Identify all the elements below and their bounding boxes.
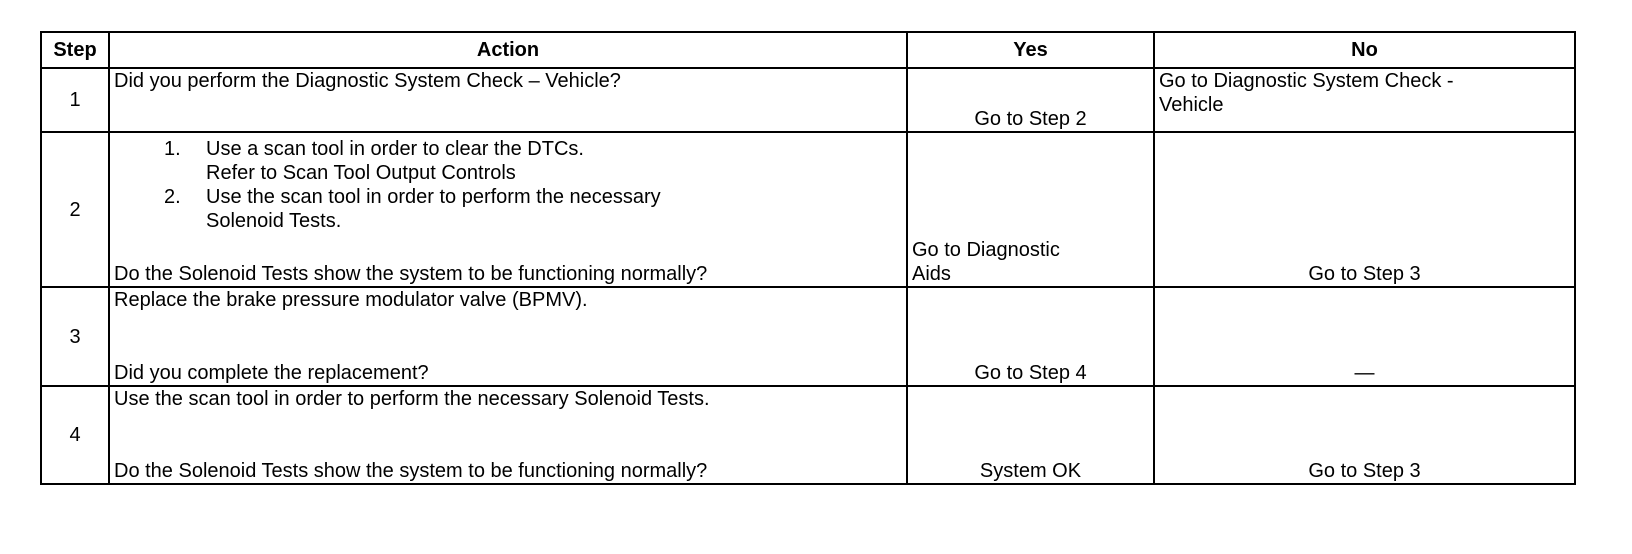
no-result: Go to Step 3 xyxy=(1308,263,1421,285)
no-cell xyxy=(1154,132,1575,287)
header-no: No xyxy=(1154,32,1575,68)
yes-cell xyxy=(907,386,1154,484)
action-cell xyxy=(109,132,907,287)
yes-cell xyxy=(907,132,1154,287)
yes-result-line: Aids xyxy=(912,263,951,285)
table-row-step-3 xyxy=(41,287,1575,386)
substep-item xyxy=(164,185,902,233)
no-cell xyxy=(1154,287,1575,386)
diagnostic-table xyxy=(40,31,1576,485)
substep-text: Use a scan tool in order to clear the DTCs. xyxy=(206,138,584,160)
substep-list xyxy=(114,137,902,233)
header-step: Step xyxy=(41,32,109,68)
action-instruction: Use the scan tool in order to perform the necessary Solenoid Tests. xyxy=(114,388,710,410)
step-number: 1 xyxy=(41,68,109,132)
yes-cell xyxy=(907,68,1154,132)
no-cell xyxy=(1154,386,1575,484)
substep-text: Solenoid Tests. xyxy=(206,210,342,232)
yes-cell xyxy=(907,287,1154,386)
header-yes: Yes xyxy=(907,32,1154,68)
substep-text: Refer to Scan Tool Output Controls xyxy=(206,162,516,184)
action-question: Do the Solenoid Tests show the system to be functioning normally? xyxy=(114,460,708,482)
action-question: Did you complete the replacement? xyxy=(114,362,429,384)
action-cell xyxy=(109,68,907,132)
action-instruction: Replace the brake pressure modulator valve (BPMV). xyxy=(114,289,588,311)
table-row-step-2 xyxy=(41,132,1575,287)
action-cell xyxy=(109,287,907,386)
substep-text: Use the scan tool in order to perform the necessary xyxy=(206,186,661,208)
no-result: — xyxy=(1354,362,1375,384)
yes-result: Go to Step 2 xyxy=(974,108,1087,130)
substep-item xyxy=(164,137,902,185)
no-result: Go to Step 3 xyxy=(1308,460,1421,482)
header-row xyxy=(41,32,1575,68)
yes-result: System OK xyxy=(979,460,1082,482)
step-number: 3 xyxy=(41,287,109,386)
yes-result-line: Go to Diagnostic xyxy=(912,239,1060,261)
action-question: Did you perform the Diagnostic System Check – Vehicle? xyxy=(114,70,621,92)
action-question: Do the Solenoid Tests show the system to be functioning normally? xyxy=(114,263,708,285)
substep-number: 1. xyxy=(164,138,181,160)
no-cell xyxy=(1154,68,1575,132)
step-number: 4 xyxy=(41,386,109,484)
table-row-step-1 xyxy=(41,68,1575,132)
table-row-step-4 xyxy=(41,386,1575,484)
no-result-line: Go to Diagnostic System Check - xyxy=(1159,70,1454,92)
header-action: Action xyxy=(109,32,907,68)
step-number: 2 xyxy=(41,132,109,287)
no-result-line: Vehicle xyxy=(1159,94,1224,116)
action-cell xyxy=(109,386,907,484)
yes-result: Go to Step 4 xyxy=(974,362,1087,384)
substep-number: 2. xyxy=(164,186,181,208)
